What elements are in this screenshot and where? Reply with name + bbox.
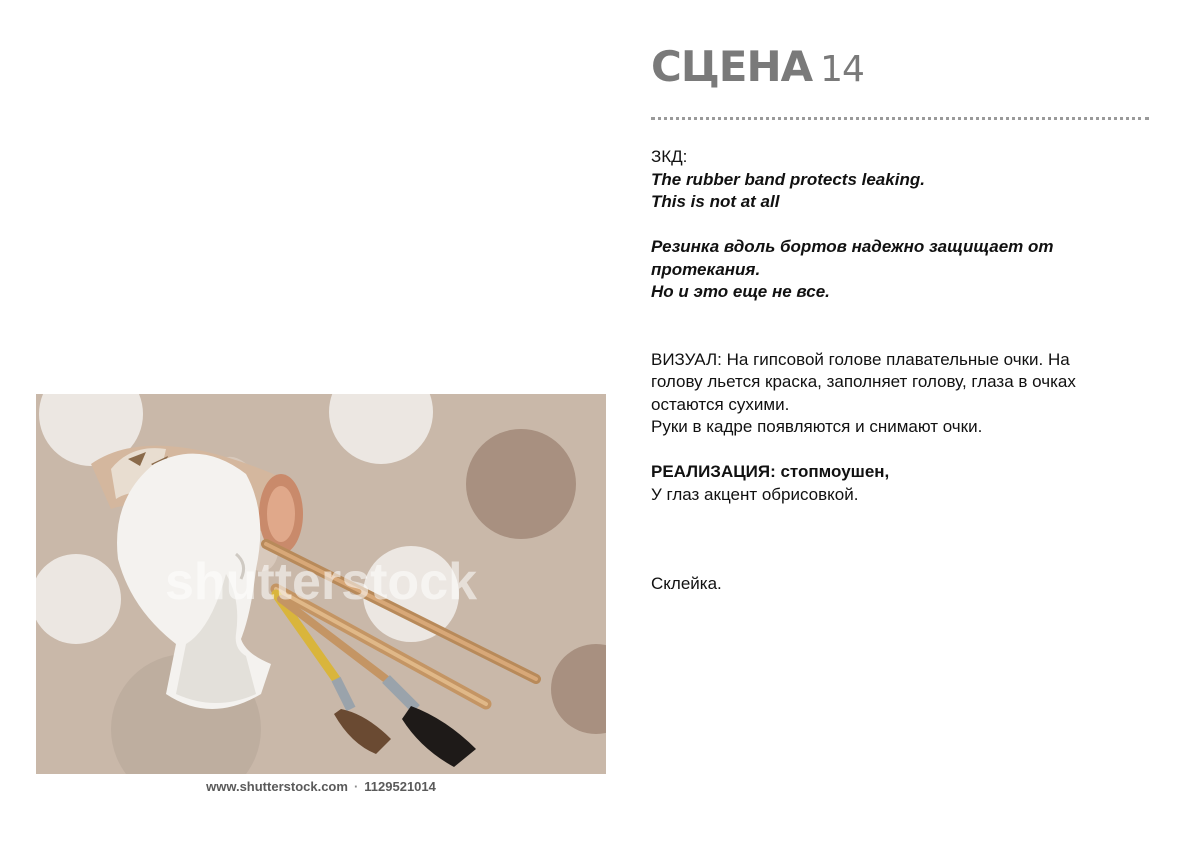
realization-text: У глаз акцент обрисовкой.: [651, 484, 859, 504]
page-title: [651, 42, 864, 91]
caption-id: 1129521014: [364, 778, 436, 794]
visual-line-1: ВИЗУАЛ: На гипсовой голове плавательные очки. На: [651, 349, 1070, 369]
final-note: Склейка.: [651, 574, 722, 593]
scene-number: 14: [820, 49, 864, 90]
plaster-head-with-brushes-illustration: [36, 394, 606, 774]
zkd-russian-line-2: протекания.: [651, 259, 761, 279]
scene-description: [651, 146, 1151, 596]
realization-heading: РЕАЛИЗАЦИЯ: стопмоушен,: [651, 462, 890, 481]
visual-line-2: голову льется краска, заполняет голову, глаза в очках: [651, 372, 1076, 391]
caption-site: www.shutterstock.com: [206, 778, 348, 794]
dotted-divider: [651, 117, 1149, 120]
zkd-russian-line-1: Резинка вдоль бортов надежно защищает от: [651, 237, 1054, 256]
zkd-english-line-2: This is not at all: [651, 192, 780, 211]
title-word: СЦЕНА: [651, 42, 813, 91]
watermark-text: shutterstock: [164, 553, 478, 611]
zkd-english-line-1: The rubber band protects leaking.: [651, 169, 925, 189]
visual-line-4: Руки в кадре появляются и снимают очки.: [651, 417, 983, 436]
zkd-russian-line-3: Но и это еще не все.: [651, 282, 830, 301]
visual-line-3: остаются сухими.: [651, 394, 790, 414]
caption-separator: ·: [353, 778, 359, 794]
zkd-label: ЗКД:: [651, 147, 688, 166]
stock-photo: [36, 394, 606, 774]
photo-caption: [36, 776, 606, 796]
